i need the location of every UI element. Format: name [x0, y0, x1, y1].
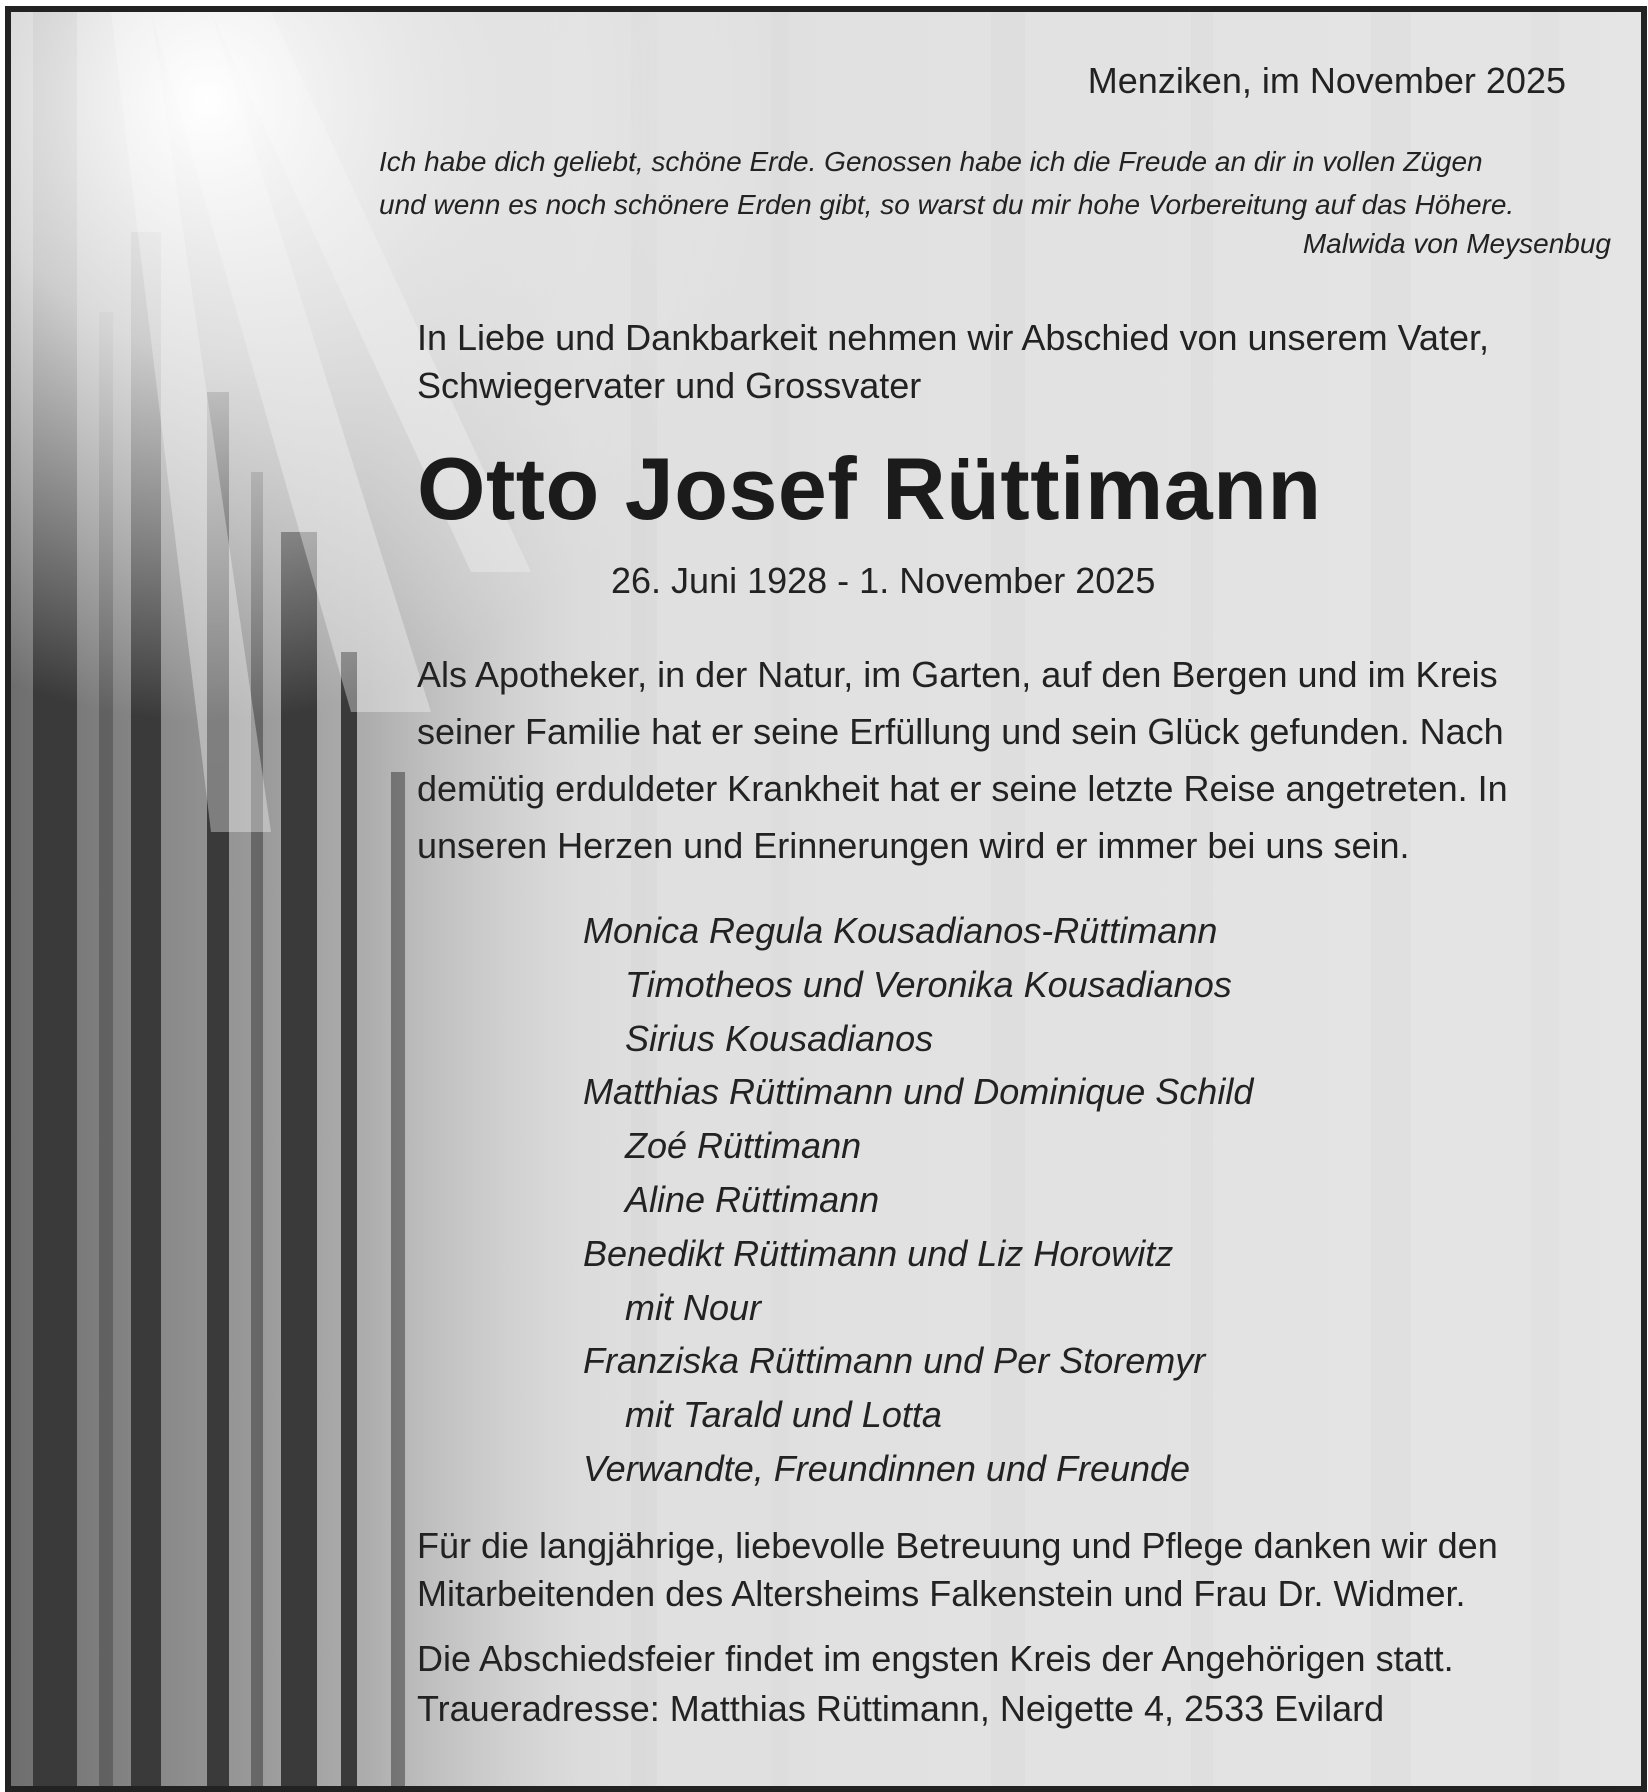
- tribute-line: seiner Familie hat er seine Erfüllung und sein Glück gefunden. Nach: [417, 711, 1504, 752]
- quote: [379, 140, 1514, 226]
- mourner-name: mit Nour: [625, 1286, 762, 1328]
- quote-line: Ich habe dich geliebt, schöne Erde. Genossen habe ich die Freude an dir in vollen Zügen: [379, 146, 1483, 177]
- mourner-name: mit Tarald und Lotta: [625, 1394, 942, 1436]
- mourner-name: Zoé Rüttimann: [625, 1125, 862, 1167]
- forest-background-image: [11, 12, 1641, 1786]
- tribute-line: unseren Herzen und Erinnerungen wird er immer bei uns sein.: [417, 825, 1410, 866]
- funeral-line: Traueradresse: Matthias Rüttimann, Neigette 4, 2533 Evilard: [417, 1688, 1385, 1729]
- thanks-line: Mitarbeitenden des Altersheims Falkenstein und Frau Dr. Widmer.: [417, 1573, 1466, 1614]
- mourner-name: Sirius Kousadianos: [625, 1017, 934, 1059]
- quote-author: Malwida von Meysenbug: [1302, 228, 1611, 259]
- tribute-line: Als Apotheker, in der Natur, im Garten, auf den Bergen und im Kreis: [417, 654, 1498, 695]
- intro-text: [417, 314, 1489, 410]
- thanks-line: Für die langjährige, liebevolle Betreuung und Pflege danken wir den: [417, 1525, 1498, 1566]
- deceased-name: Otto Josef Rüttimann: [417, 439, 1322, 538]
- mourners-list: [583, 904, 1253, 1496]
- life-dates: 26. Juni 1928 - 1. November 2025: [611, 560, 1156, 601]
- intro-line: Schwiegervater und Grossvater: [417, 365, 922, 406]
- mourner-name: Timotheos und Veronika Kousadianos: [625, 963, 1232, 1005]
- obituary-card: [5, 6, 1647, 1792]
- intro-line: In Liebe und Dankbarkeit nehmen wir Abschied von unserem Vater,: [417, 317, 1489, 358]
- mourner-name: Matthias Rüttimann und Dominique Schild: [583, 1071, 1254, 1113]
- tribute-line: demütig erduldeter Krankheit hat er seine letzte Reise angetreten. In: [417, 768, 1508, 809]
- mourner-name: Benedikt Rüttimann und Liz Horowitz: [583, 1232, 1174, 1274]
- tribute-text: [417, 646, 1508, 874]
- quote-line: und wenn es noch schönere Erden gibt, so warst du mir hohe Vorbereitung auf das Höhere.: [379, 189, 1515, 220]
- funeral-line: Die Abschiedsfeier findet im engsten Kreis der Angehörigen statt.: [417, 1638, 1454, 1679]
- mourners-ul: [583, 904, 1253, 1496]
- place-date: Menziken, im November 2025: [1087, 60, 1566, 101]
- mourner-name: Verwandte, Freundinnen und Freunde: [583, 1447, 1191, 1489]
- mourner-name: Franziska Rüttimann und Per Storemyr: [583, 1340, 1206, 1382]
- mourner-name: Monica Regula Kousadianos-Rüttimann: [583, 910, 1218, 951]
- mourner-name: Aline Rüttimann: [625, 1178, 880, 1220]
- funeral-info: [417, 1634, 1454, 1734]
- thanks-text: [417, 1522, 1498, 1618]
